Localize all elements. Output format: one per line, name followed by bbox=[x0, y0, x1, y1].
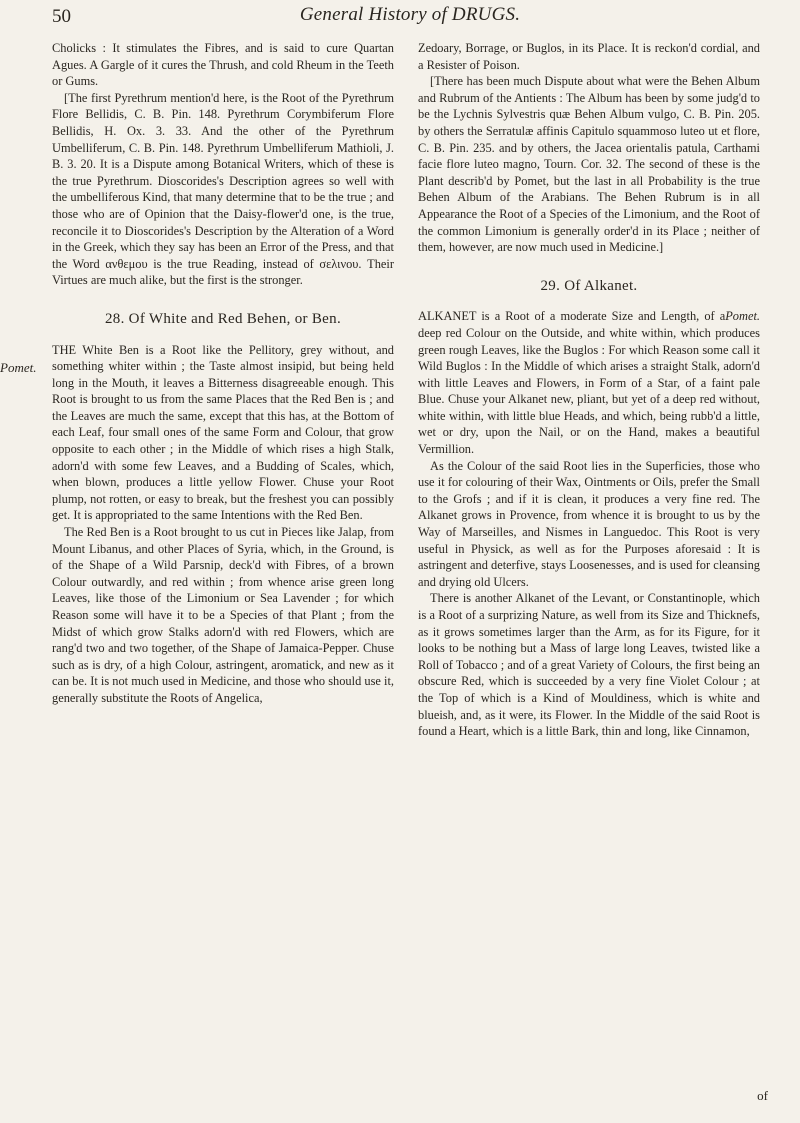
paragraph: The Red Ben is a Root brought to us cut in Pieces like Jalap, from Mount Libanus, and other Places of Syria, which, in the Ground, is of the Shape of a Wild Parsnip, deck'd with Fibres, of a brown Colour outwardly, and red within ; from whence arise green long Leaves, like those of the Limonium or Sea Lavender ; for which Reason some will have it to be a Species of that Plant ; from the Midst of which grow Stalks adorn'd with red Flowers, which are rang'd two and two together, of the Shape of Jamaica-Pepper. Chuse such as is dry, of a high Colour, astringent, aromatick, and new as it can be. It is not much used in Medicine, and those who should use it, generally substitute the Roots of Angelica, bbox=[52, 525, 394, 705]
paragraph: THE White Ben is a Root like the Pellitory, grey without, and something whiter within ; the Taste almost insipid, but being held long in the Mouth, it leaves a Bitterness disagreeable enough. This Root is brought to us from the same Places that the Red Ben is ; and the Leaves are much the same, except that this has, at the Bottom of each Leaf, four small ones of the same Form and Colour, that grow opposite to each other ; in the Middle of which rises a high Stalk, adorn'd with some few Leaves, and a Budding of Scales, which, when blown, produces a little yellow Flower. Chuse your Root plump, not rotten, or easy to break, but the freshest you can possibly get. It is appropriated to the same Intentions with the Red Ben. bbox=[52, 342, 394, 523]
entry-alkanet bbox=[418, 308, 760, 457]
page-header bbox=[52, 4, 768, 34]
section-heading: 29. Of Alkanet. bbox=[540, 277, 638, 294]
paragraph: ALKANET is a Root of a moderate Size and Length, of a deep red Colour on the Outside, and white within, which produces green rough Leaves, like the Buglos : For which Reason some call it Wild Buglos : In the Middle of which arises a straight Stalk, adorn'd with little Leaves and Flowers, in Form of a Star, of a faint pale Blue. Chuse your Alkanet new, pliant, but yet of a deep red without, white within, with little blue Heads, and which, being rubb'd a little, wet or dry, upon the Nail, or on the Hand, makes a beautiful Vermillion. bbox=[418, 309, 760, 457]
paragraph: Zedoary, Borrage, or Buglos, in its Place. It is reckon'd cordial, and a Resister of Poison. bbox=[418, 41, 760, 72]
section-heading: 28. Of White and Red Behen, or Ben. bbox=[104, 310, 341, 327]
margin-note: Pomet. bbox=[0, 359, 37, 375]
catchword: of bbox=[757, 1088, 768, 1103]
running-title: General History of DRUGS. bbox=[299, 4, 521, 25]
paragraph: [There has been much Dispute about what were the Behen Album and Rubrum of the Antients : The Album has been by some judg'd to be the Lychnis Sylvestris quæ Behen Album vulgo, C. B. Pin. 205. by others the Serratulæ affinis Capitulo squammoso luteo ut et flore, C. B. Pin. 235. and by others, the Jacea orientalis patula, Carthami facie flore luteo magno, Tourn. Cor. 32. The second of these is the Plant describ'd by Pomet, but the last in all Probability is the true Behen Album of the Arabians. The Behen Rubrum is in all Appearance the Root of a Species of the Limonium, and the Root of the common Limonium is generally order'd in its Place ; neither of them, however, are now much used in Medicine.] bbox=[418, 74, 760, 255]
right-column bbox=[418, 40, 760, 740]
paragraph: As the Colour of the said Root lies in the Superficies, those who use it for colouring of their Wax, Ointments or Oils, prefer the Small to the Grofs ; and if it is clean, it produces a very fine red. The Alkanet grows in Provence, from whence it is brought to us by the Way of Marseilles, and Nismes in Languedoc. This Root is very useful in Physick, as well as for the Purposes aforesaid : It is astringent and deterfive, stays Loosenesses, and is used for cleansing and drying old Ulcers. bbox=[418, 458, 760, 589]
entry-white-ben bbox=[0, 342, 394, 525]
author-note: Pomet. bbox=[725, 309, 760, 324]
paragraph: There is another Alkanet of the Levant, or Constantinople, which is a Root of a surprizing Nature, as well from its Size and Thicknefs, as it grows sometimes larger than the Arm, as for its Figure, for it looks to be nothing but a Mass of large long Leaves, twisted like a Roll of Tobacco ; and of a great Variety of Colours, the first being an obscure Red, which is succeeded by a very fine Violet Colour ; at the Top of which is a Kind of Mouldiness, which is white and blueish, and, as it were, its Flower. In the Middle of the said Root is found a Heart, which is a little Bark, thin and long, like Cinnamon, bbox=[418, 591, 760, 739]
left-column bbox=[0, 40, 394, 707]
page-number: 50 bbox=[52, 6, 71, 27]
paragraph: [The first Pyrethrum mention'd here, is the Root of the Pyrethrum Flore Bellidis, C. B. Pin. 148. Pyrethrum Corymbiferum Flore Bellidis, H. Ox. 3. 33. And the other of the Pyrethrum Umbelliferum, C. B. Pin. 148. Pyrethrum Umbelliferum Mathioli, J. B. 3. 20. It is a Dispute among Botanical Writers, which of these is the true Pyrethrum. Dioscorides's Description agrees so well with the umbelliferous Kind, that many determine that to be the true ; and those who are of Opinion that the Daisy-flower'd one, is the true, reconcile it to Dioscorides's Description by the Alteration of a Word in the Greek, which they say has been an Error of the Press, and that the Word ανθεμου is the true Reading, instead of σελινου. Their Virtues are much alike, but the first is the stronger. bbox=[52, 90, 394, 288]
paragraph: Cholicks : It stimulates the Fibres, and is said to cure Quartan Agues. A Gargle of it cures the Thrush, and cold Rheum in the Teeth or Gums. bbox=[52, 41, 394, 89]
